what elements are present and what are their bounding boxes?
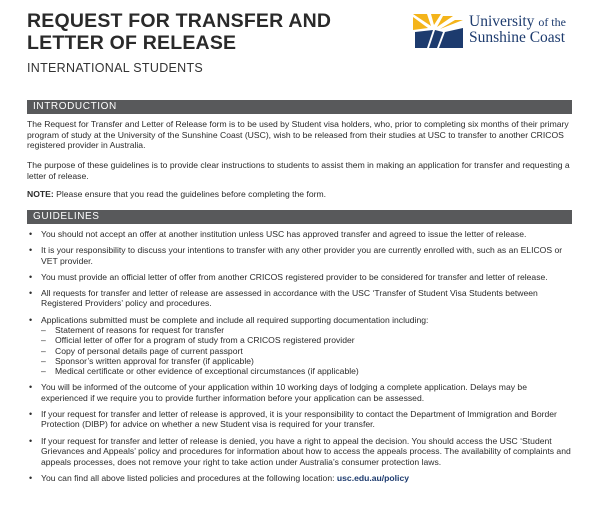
university-logo	[413, 14, 583, 54]
title-line-1: REQUEST FOR TRANSFER AND	[27, 10, 332, 32]
policy-text: You can find all above listed policies and procedures at the following location:	[41, 472, 337, 483]
logo-sunshine-coast: Sunshine Coast	[469, 29, 566, 46]
document-subitem: – Copy of personal details page of current passport	[41, 346, 572, 356]
policy-link[interactable]: usc.edu.au/policy	[336, 472, 410, 483]
guideline-item: • It is your responsibility to discuss your intentions to transfer with any other provider you are currently enrolled with, such as an ELICOS or VET provider.	[27, 245, 572, 266]
intro-paragraph-1: The Request for Transfer and Letter of Release form is to be used by Student visa holders, who, prior to completing six months of their primary program of study at the University of the Sunshine Coast (USC), wish to be released from their studies at USC to transfer to another CRICOS registered provider in Australia.	[27, 119, 569, 151]
document-subitem: – Medical certificate or other evidence of exceptional circumstances (if applicable)	[41, 366, 572, 376]
introduction-heading: INTRODUCTION	[27, 100, 572, 114]
documents-sublist	[41, 325, 572, 376]
university-name	[469, 14, 566, 46]
document-subitem: – Statement of reasons for request for transfer	[41, 325, 572, 335]
document-title	[27, 10, 387, 54]
intro-note	[27, 189, 575, 200]
guideline-item-policy	[27, 473, 572, 484]
guideline-item: • You should not accept an offer at another institution unless USC has approved transfer and agreed to issue the letter of release.	[27, 229, 572, 240]
document-subitem: – Official letter of offer for a program of study from a CRICOS registered provider	[41, 335, 572, 345]
sunshine-logo-icon	[413, 14, 465, 50]
document-subtitle: INTERNATIONAL STUDENTS	[27, 61, 204, 75]
guideline-item: • If your request for transfer and letter of release is approved, it is your responsibility to contact the Department of Immigration and Border Protection (DIBP) for advice on whether a new Student visa is required for your transfer.	[27, 409, 572, 430]
title-line-2: LETTER OF RELEASE	[27, 32, 237, 54]
guideline-item: • All requests for transfer and letter of release are assessed in accordance with the USC ‘Transfer of Student Visa Students between Registered Providers’ policy and procedures.	[27, 288, 572, 309]
guidelines-list	[27, 229, 572, 489]
document-subitem: – Sponsor’s written approval for transfer (if applicable)	[41, 356, 572, 366]
note-text: Please ensure that you read the guidelines before completing the form.	[53, 189, 327, 199]
logo-university: University	[469, 13, 535, 30]
guideline-item: • You will be informed of the outcome of your application within 10 working days of lodging a complete application. Delays may be experienced if we require you to provide further information before your application can be assessed.	[27, 382, 572, 403]
logo-of-the: of the	[538, 15, 566, 29]
guidelines-heading: GUIDELINES	[27, 210, 572, 224]
guideline-item-documents	[27, 315, 572, 377]
note-label: NOTE:	[27, 189, 54, 199]
guideline-item: • You must provide an official letter of offer from another CRICOS registered provider to be considered for transfer and letter of release.	[27, 272, 572, 283]
intro-paragraph-2: The purpose of these guidelines is to provide clear instructions to students to assist them in making an application for transfer and requesting a letter of release.	[27, 160, 570, 181]
documents-intro: Applications submitted must be complete and include all required supporting documentation including:	[41, 314, 429, 325]
guideline-item: • If your request for transfer and letter of release is denied, you have a right to appeal the decision. You should access the USC ‘Student Grievances and Appeals’ policy and procedures for information about how to access the appeals process. The availability of complaints and appeals processes, does not remove your right to take action under Australia’s consumer protection laws.	[27, 436, 572, 468]
